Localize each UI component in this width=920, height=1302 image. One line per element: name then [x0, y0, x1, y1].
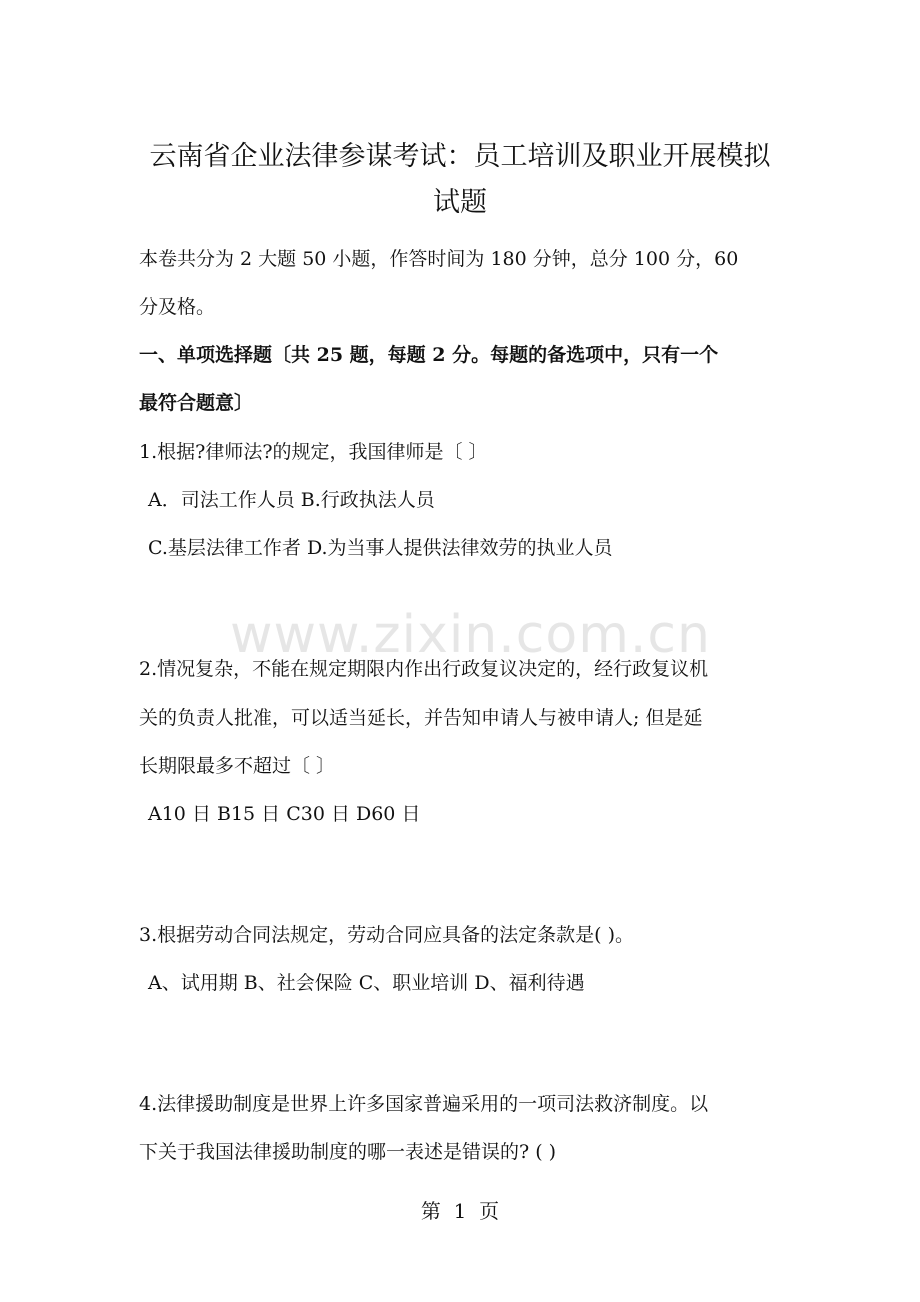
- page-footer: 第 1 页: [420, 1199, 500, 1223]
- question-4-stem-line-1: 4.法律援助制度是世界上许多国家普遍采用的一项司法救济制度。以: [139, 1093, 709, 1115]
- question-2-stem-line-3: 长期限最多不超过〔 〕: [139, 755, 336, 777]
- title-line-1: 云南省企业法律参谋考试：员工培训及职业开展模拟: [149, 141, 771, 172]
- watermark: www.zixin.com.cn: [230, 605, 711, 665]
- section-heading-line-1: 一、单项选择题〔共 25 题，每题 2 分。每题的备选项中，只有一个: [139, 344, 719, 366]
- title-line-2: 试题: [433, 187, 487, 218]
- question-1-options-line-2: C.基层法律工作者 D.为当事人提供法律效劳的执业人员: [148, 537, 613, 559]
- section-heading-line-2: 最符合题意〕: [139, 392, 254, 414]
- question-3-stem: 3.根据劳动合同法规定，劳动合同应具备的法定条款是( )。: [139, 924, 634, 946]
- question-2-stem-line-1: 2.情况复杂，不能在规定期限内作出行政复议决定的，经行政复议机: [139, 658, 709, 680]
- question-1-options-line-1: A．司法工作人员 B.行政执法人员: [148, 489, 435, 511]
- intro-line-2: 分及格。: [139, 296, 216, 318]
- question-3-options: A、试用期 B、社会保险 C、职业培训 D、福利待遇: [148, 972, 585, 994]
- question-2-stem-line-2: 关的负责人批准，可以适当延长，并告知申请人与被申请人; 但是延: [139, 707, 703, 729]
- question-2-options: A10 日 B15 日 C30 日 D60 日: [148, 803, 421, 825]
- question-1-stem: 1.根据?律师法?的规定，我国律师是〔 〕: [139, 441, 488, 463]
- intro-line-1: 本卷共分为 2 大题 50 小题，作答时间为 180 分钟，总分 100 分，60: [139, 248, 739, 270]
- question-4-stem-line-2: 下关于我国法律援助制度的哪一表述是错误的? ( ): [139, 1141, 557, 1163]
- document-title: [138, 134, 782, 226]
